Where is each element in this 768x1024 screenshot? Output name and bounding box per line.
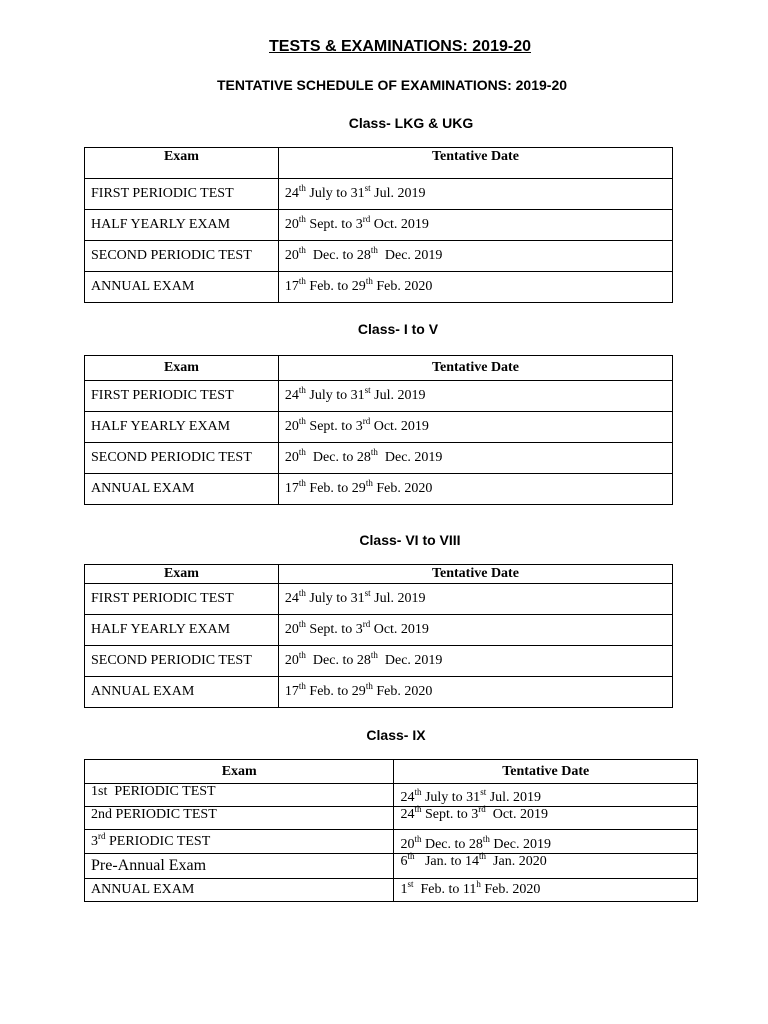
ordinal-suffix: th bbox=[298, 681, 306, 691]
exam-date: 20th Sept. to 3rd Oct. 2019 bbox=[278, 412, 672, 443]
ordinal-suffix: rd bbox=[98, 830, 106, 841]
table-row bbox=[85, 830, 698, 854]
exam-date: 24th July to 31st Jul. 2019 bbox=[394, 784, 698, 807]
ordinal-suffix: st bbox=[364, 183, 371, 193]
schedule-table-ix bbox=[84, 759, 698, 902]
exam-name: SECOND PERIODIC TEST bbox=[85, 241, 279, 272]
ordinal-suffix: th bbox=[298, 447, 306, 457]
exam-date: 17th Feb. to 29th Feb. 2020 bbox=[278, 272, 672, 303]
column-header-date: Tentative Date bbox=[278, 148, 672, 179]
ordinal-suffix: th bbox=[414, 804, 422, 814]
ordinal-suffix: th bbox=[298, 214, 306, 224]
column-header-date: Tentative Date bbox=[394, 760, 698, 784]
exam-date: 20th Sept. to 3rd Oct. 2019 bbox=[278, 210, 672, 241]
ordinal-suffix: th bbox=[365, 681, 373, 691]
ordinal-suffix: th bbox=[365, 276, 373, 286]
table-row bbox=[85, 412, 673, 443]
table-header-row bbox=[85, 565, 673, 584]
table-header-row bbox=[85, 356, 673, 381]
exam-date: 20th Dec. to 28th Dec. 2019 bbox=[278, 646, 672, 677]
exam-name: SECOND PERIODIC TEST bbox=[85, 646, 279, 677]
table-row bbox=[85, 784, 698, 807]
exam-date: 24th Sept. to 3rd Oct. 2019 bbox=[394, 807, 698, 830]
exam-date: 1st Feb. to 11$^h$ Feb. 2020 bbox=[394, 879, 698, 902]
exam-name: FIRST PERIODIC TEST bbox=[85, 584, 279, 615]
ordinal-suffix: th bbox=[482, 834, 490, 844]
schedule-table-vi-to-viii bbox=[84, 564, 673, 708]
ordinal-suffix: rd bbox=[362, 619, 371, 629]
exam-name: FIRST PERIODIC TEST bbox=[85, 179, 279, 210]
class-heading-vi-to-viii: Class- VI to VIII bbox=[359, 532, 461, 548]
exam-name: HALF YEARLY EXAM bbox=[85, 210, 279, 241]
column-header-date: Tentative Date bbox=[278, 565, 672, 584]
table-row bbox=[85, 210, 673, 241]
ordinal-suffix: th bbox=[298, 385, 306, 395]
exam-date: 17th Feb. to 29th Feb. 2020 bbox=[278, 474, 672, 505]
exam-date: 24th July to 31st Jul. 2019 bbox=[278, 179, 672, 210]
exam-date: 20th Dec. to 28th Dec. 2019 bbox=[278, 443, 672, 474]
table-header-row bbox=[85, 760, 698, 784]
column-header-exam: Exam bbox=[85, 565, 279, 584]
ordinal-suffix: th bbox=[298, 416, 306, 426]
exam-date: 20th Dec. to 28th Dec. 2019 bbox=[278, 241, 672, 272]
ordinal-suffix: th bbox=[298, 183, 306, 193]
table-row bbox=[85, 854, 698, 879]
schedule-table-i-to-v bbox=[84, 355, 673, 505]
page-subtitle: TENTATIVE SCHEDULE OF EXAMINATIONS: 2019-20 bbox=[216, 77, 568, 93]
exam-date: 17th Feb. to 29th Feb. 2020 bbox=[278, 677, 672, 708]
ordinal-suffix: h bbox=[476, 879, 481, 889]
ordinal-suffix: th bbox=[298, 478, 306, 488]
exam-name: HALF YEARLY EXAM bbox=[85, 615, 279, 646]
ordinal-suffix: th bbox=[298, 619, 306, 629]
ordinal-suffix: th bbox=[365, 478, 373, 488]
exam-name: 3rd PERIODIC TEST bbox=[85, 830, 394, 854]
ordinal-suffix: th bbox=[370, 650, 378, 660]
exam-name: 2nd PERIODIC TEST bbox=[85, 807, 394, 830]
ordinal-suffix: th bbox=[298, 588, 306, 598]
exam-name: Pre-Annual Exam bbox=[85, 854, 394, 879]
class-heading-ix: Class- IX bbox=[366, 727, 426, 743]
ordinal-suffix: st bbox=[480, 787, 487, 797]
exam-name: ANNUAL EXAM bbox=[85, 677, 279, 708]
exam-name: ANNUAL EXAM bbox=[85, 879, 394, 902]
ordinal-suffix: th bbox=[414, 834, 422, 844]
table-row bbox=[85, 272, 673, 303]
exam-name: FIRST PERIODIC TEST bbox=[85, 381, 279, 412]
table-row bbox=[85, 381, 673, 412]
table-row bbox=[85, 879, 698, 902]
ordinal-suffix: th bbox=[407, 851, 415, 861]
column-header-exam: Exam bbox=[85, 760, 394, 784]
ordinal-suffix: th bbox=[298, 276, 306, 286]
ordinal-suffix: th bbox=[370, 447, 378, 457]
exam-date: 6th Jan. to 14th Jan. 2020 bbox=[394, 854, 698, 879]
ordinal-suffix: st bbox=[364, 385, 371, 395]
class-heading-i-to-v: Class- I to V bbox=[357, 321, 439, 337]
table-row bbox=[85, 241, 673, 272]
column-header-exam: Exam bbox=[85, 356, 279, 381]
exam-name: HALF YEARLY EXAM bbox=[85, 412, 279, 443]
table-row bbox=[85, 677, 673, 708]
column-header-exam: Exam bbox=[85, 148, 279, 179]
ordinal-suffix: th bbox=[370, 245, 378, 255]
schedule-table-lkg-ukg bbox=[84, 147, 673, 303]
table-row bbox=[85, 615, 673, 646]
exam-name: ANNUAL EXAM bbox=[85, 474, 279, 505]
table-row bbox=[85, 179, 673, 210]
exam-date: 20th Dec. to 28th Dec. 2019 bbox=[394, 830, 698, 854]
table-row bbox=[85, 443, 673, 474]
exam-name: 1st PERIODIC TEST bbox=[85, 784, 394, 807]
page-title: TESTS & EXAMINATIONS: 2019-20 bbox=[269, 38, 531, 55]
table-row bbox=[85, 474, 673, 505]
table-row bbox=[85, 646, 673, 677]
ordinal-suffix: th bbox=[479, 851, 487, 861]
class-heading-lkg-ukg: Class- LKG & UKG bbox=[348, 115, 474, 131]
ordinal-suffix: rd bbox=[362, 214, 371, 224]
table-row bbox=[85, 584, 673, 615]
ordinal-suffix: st bbox=[364, 588, 371, 598]
table-row bbox=[85, 807, 698, 830]
column-header-date: Tentative Date bbox=[278, 356, 672, 381]
ordinal-suffix: th bbox=[414, 787, 422, 797]
ordinal-suffix: rd bbox=[362, 416, 371, 426]
exam-name: ANNUAL EXAM bbox=[85, 272, 279, 303]
ordinal-suffix: st bbox=[407, 879, 414, 889]
table-header-row bbox=[85, 148, 673, 179]
exam-date: 24th July to 31st Jul. 2019 bbox=[278, 584, 672, 615]
ordinal-suffix: th bbox=[298, 650, 306, 660]
exam-name: SECOND PERIODIC TEST bbox=[85, 443, 279, 474]
exam-date: 24th July to 31st Jul. 2019 bbox=[278, 381, 672, 412]
ordinal-suffix: th bbox=[298, 245, 306, 255]
exam-date: 20th Sept. to 3rd Oct. 2019 bbox=[278, 615, 672, 646]
ordinal-suffix: rd bbox=[478, 804, 486, 814]
